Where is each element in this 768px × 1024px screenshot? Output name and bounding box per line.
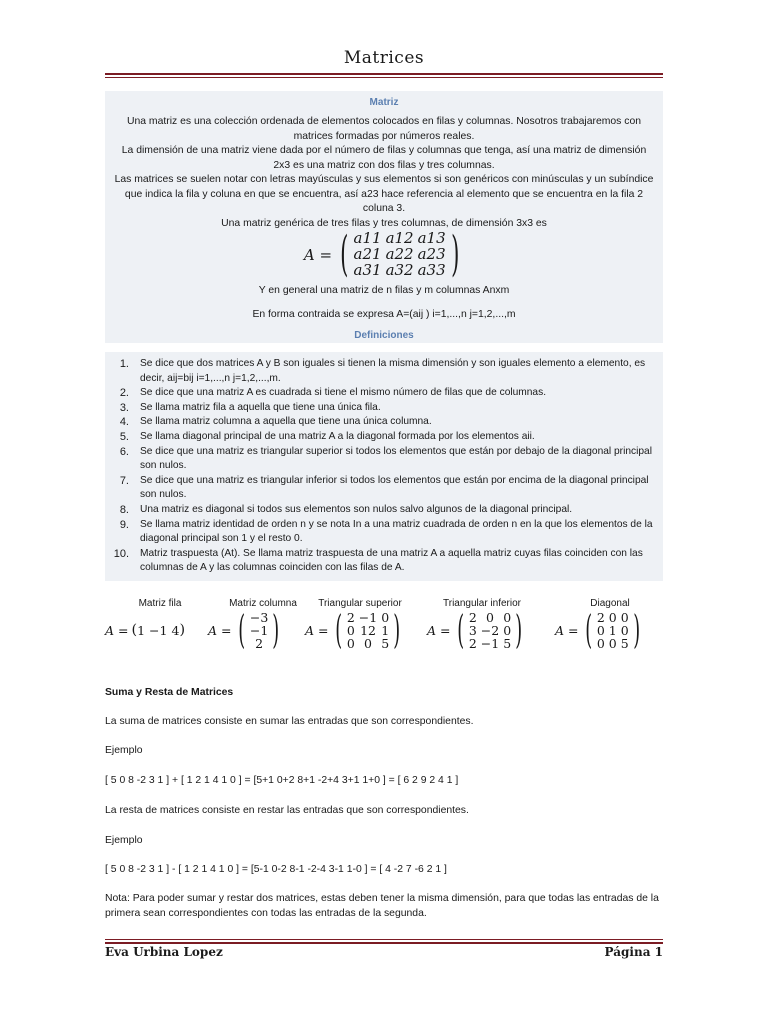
definition-item xyxy=(105,445,653,474)
definition-text: Se dice que una matriz es triangular inferior si todos los elementos que están por encima de la diagonal principal son nulos. xyxy=(140,474,649,501)
nota-text: Nota: Para poder sumar y restar dos matrices, estas deben tener la misma dimensión, para que todas las entradas de la primera sean correspondientes con todas las entradas de la segunda. xyxy=(105,893,659,919)
matriz-section xyxy=(105,91,663,343)
definition-text: Se llama matriz fila a aquella que tiene una única fila. xyxy=(140,401,381,413)
matrix-entries xyxy=(347,611,389,650)
matrix-entry: a21 xyxy=(353,244,382,263)
right-parenthesis: ) xyxy=(515,607,523,653)
definition-number: 5. xyxy=(119,430,129,443)
definition-item xyxy=(105,401,653,416)
matrix-entry: 0 xyxy=(346,623,355,639)
matrix-entries xyxy=(137,624,179,637)
definition-text: Se dice que una matriz A es cuadrada si tiene el mismo número de filas que de columnas. xyxy=(140,387,547,399)
matrix-entry: 2 xyxy=(346,610,355,625)
example-title: Matriz fila xyxy=(138,598,182,609)
matrix-entry: a11 xyxy=(353,229,382,247)
matrix-entry: 0 xyxy=(364,636,372,652)
matrix-lhs: A = xyxy=(305,623,329,639)
definition-text: Se llama diagonal principal de una matriz A a la diagonal formada por los elementos aii. xyxy=(140,430,535,442)
contracted-form-line: En forma contraida se expresa A=(aij ) i=1,...,n j=1,2,...,m xyxy=(252,308,516,320)
definition-text: Una matriz es diagonal si todos sus elementos son nulos salvo algunos de la diagonal principal. xyxy=(140,503,573,515)
right-parenthesis: ) xyxy=(632,607,640,653)
example-matrix xyxy=(555,598,665,653)
general-matrix-line: Y en general una matriz de n filas y m columnas Anxm xyxy=(258,285,510,296)
definition-text: Matriz traspuesta (At). Se llama matriz traspuesta de una matriz A a aquella matriz cuyas filas coinciden con las columnas de A y las columnas coinciden con las filas de A. xyxy=(140,547,643,574)
matrix-lhs: A = xyxy=(208,623,232,639)
matrix-entry: a32 xyxy=(385,260,414,279)
matrix-entry: 2 xyxy=(468,636,477,652)
definition-item xyxy=(105,357,653,386)
example-matrices xyxy=(105,598,663,662)
matrix-entry: 0 xyxy=(346,636,355,652)
definition-number: 1. xyxy=(119,358,129,370)
suma-text: La suma de matrices consiste en sumar las entradas que son correspondientes. xyxy=(105,716,474,727)
matrix-entry: −3 xyxy=(249,610,269,625)
matriz-heading: Matriz xyxy=(369,97,399,108)
matrix-entry: 1 xyxy=(608,623,617,639)
matrix-entry: a22 xyxy=(385,244,414,263)
right-parenthesis: ) xyxy=(179,622,186,639)
matrix-lhs: A = xyxy=(555,623,579,639)
matrix-entry: 0 xyxy=(608,636,617,652)
left-parenthesis: ( xyxy=(131,622,138,639)
definition-item xyxy=(105,415,653,430)
example-matrix-formula xyxy=(305,607,405,653)
definition-item xyxy=(105,474,653,503)
example-title: Triangular inferior xyxy=(443,598,521,609)
matriz-paragraph-1: Una matriz es una colección ordenada de elementos colocados en filas y columnas. Nosotros trabajaremos con matrices formadas por números reales. xyxy=(126,116,642,142)
matrix-entry: 0 xyxy=(503,623,512,639)
example-matrix-formula xyxy=(105,623,185,638)
matrix-entry: 2 xyxy=(596,610,605,625)
matrix-entry: a12 xyxy=(385,229,414,247)
definition-number: 9. xyxy=(119,518,129,531)
example-matrix-formula xyxy=(555,607,644,653)
matrix-entry: 0 xyxy=(381,610,390,625)
matrix-entry: a31 xyxy=(353,260,382,279)
generic-matrix xyxy=(303,227,464,282)
page-title: Matrices xyxy=(343,48,425,68)
right-parenthesis: ) xyxy=(450,227,459,282)
right-parenthesis: ) xyxy=(272,607,280,653)
matrix-entry: 3 xyxy=(468,623,477,639)
matriz-paragraph-4: Una matriz genérica de tres filas y tres columnas, de dimensión 3x3 es xyxy=(221,217,547,229)
left-parenthesis: ( xyxy=(585,607,593,653)
example-title: Triangular superior xyxy=(318,598,402,609)
definition-number: 10. xyxy=(113,547,129,560)
matrix-entry: 0 xyxy=(503,610,512,625)
matrix-lhs: A = xyxy=(303,245,333,264)
matrix-entry: 1 xyxy=(137,622,146,638)
example-matrix xyxy=(427,598,537,653)
matrix-entry: 1 xyxy=(381,623,390,639)
matrix-entry: a13 xyxy=(417,229,446,247)
left-parenthesis: ( xyxy=(238,607,246,653)
matrix-entry: 0 xyxy=(620,623,629,639)
definition-number: 7. xyxy=(119,474,129,487)
matrix-entry: a23 xyxy=(417,244,446,263)
resta-example: [ 5 0 8 -2 3 1 ] - [ 1 2 1 4 1 0 ] = [5-1 0-2 8-1 -2-4 3-1 1-0 ] = [ 4 -2 7 -6 2 1 ] xyxy=(105,864,447,875)
matrix-entry: 0 xyxy=(596,623,605,639)
definiciones-list xyxy=(105,352,663,581)
definition-number: 4. xyxy=(119,416,129,429)
example-matrix-formula xyxy=(427,607,527,653)
matrix-entries xyxy=(469,611,511,650)
left-parenthesis: ( xyxy=(457,607,465,653)
footer-rule-bottom xyxy=(105,942,663,944)
matrix-entry: −1 xyxy=(358,610,378,625)
example-title: Matriz columna xyxy=(229,598,297,609)
matrix-entry: −1 xyxy=(149,622,168,638)
definition-item xyxy=(105,503,653,518)
example-matrix xyxy=(305,598,415,653)
matrix-entry: 2 xyxy=(255,636,264,652)
matrix-entry: 0 xyxy=(486,610,494,625)
matrix-entries xyxy=(597,611,629,650)
matrix-entry: 2 xyxy=(468,610,477,625)
matrix-lhs: A = xyxy=(105,623,129,638)
matrix-entry: 12 xyxy=(360,623,376,639)
left-parenthesis: ( xyxy=(335,607,343,653)
resta-text: La resta de matrices consiste en restar las entradas que son correspondientes. xyxy=(105,805,469,816)
matrix-entry: 0 xyxy=(596,636,605,652)
example-matrix xyxy=(208,598,318,653)
definition-text: Se dice que dos matrices A y B son iguales si tienen la misma dimensión y son iguales elemento a elemento, es decir, aij=bij i=1,...,n j=1,2,...,m. xyxy=(140,358,646,384)
matrix-entry: 5 xyxy=(620,636,629,652)
matrix-entry: 0 xyxy=(620,610,629,625)
matrix-entry: 5 xyxy=(503,636,512,652)
definition-item xyxy=(105,547,653,576)
suma-example: [ 5 0 8 -2 3 1 ] + [ 1 2 1 4 1 0 ] = [5+1 0+2 8+1 -2+4 3+1 1+0 ] = [ 6 2 9 2 4 1 ] xyxy=(105,775,459,786)
example-title: Diagonal xyxy=(590,598,630,609)
definition-text: Se llama matriz identidad de orden n y se nota In a una matriz cuadrada de orden n en la que los elementos de la diagonal principal son 1 y el resto 0. xyxy=(140,518,653,545)
definiciones-heading: Definiciones xyxy=(354,330,414,341)
definition-item xyxy=(105,386,653,401)
matrix-entry: 0 xyxy=(608,610,617,625)
right-parenthesis: ) xyxy=(393,607,401,653)
definition-item xyxy=(105,518,653,547)
ejemplo-label-1: Ejemplo xyxy=(105,745,143,756)
matrix-entry: −2 xyxy=(480,623,500,639)
definition-number: 3. xyxy=(119,401,129,414)
matriz-paragraph-3: Las matrices se suelen notar con letras mayúsculas y sus elementos si son genéricos con minúsculas y un subíndice que indica la fila y coluna en que se encuentra, así a23 hace referencia al elemento que se encuentra en la fila 2 coluna 3. xyxy=(114,174,654,214)
ejemplo-label-2: Ejemplo xyxy=(105,835,143,846)
matrix-entry: 4 xyxy=(171,622,180,638)
matrix-entry: 5 xyxy=(381,636,390,652)
definition-number: 2. xyxy=(119,387,129,400)
example-matrix xyxy=(105,598,215,640)
matrix-lhs: A = xyxy=(427,623,451,639)
footer-author: Eva Urbina Lopez xyxy=(105,945,223,959)
matrix-entry: −1 xyxy=(249,623,269,639)
header-rule-top xyxy=(105,73,663,75)
definition-item xyxy=(105,430,653,445)
definition-number: 6. xyxy=(119,445,129,458)
definition-number: 8. xyxy=(119,503,129,516)
matrix-entry: −1 xyxy=(480,636,500,652)
matrix-entry: a33 xyxy=(417,260,446,279)
example-matrix-formula xyxy=(208,607,284,653)
matrix-entries xyxy=(250,611,268,650)
footer-page-number: Página 1 xyxy=(604,945,663,959)
matrix-entries xyxy=(354,231,446,278)
matriz-paragraph-2: La dimensión de una matriz viene dada por el número de filas y columnas que tenga, así una matriz de dimensión 2x3 es una matriz con dos filas y tres columnas. xyxy=(121,145,647,171)
left-parenthesis: ( xyxy=(340,227,349,282)
footer-rule-top xyxy=(105,939,663,940)
definition-text: Se dice que una matriz es triangular superior si todos los elementos que están por debajo de la diagonal principal son nulos. xyxy=(140,445,652,472)
header-rule-bottom xyxy=(105,77,663,78)
definition-text: Se llama matriz columna a aquella que tiene una única columna. xyxy=(140,416,432,428)
suma-resta-heading: Suma y Resta de Matrices xyxy=(105,687,234,698)
